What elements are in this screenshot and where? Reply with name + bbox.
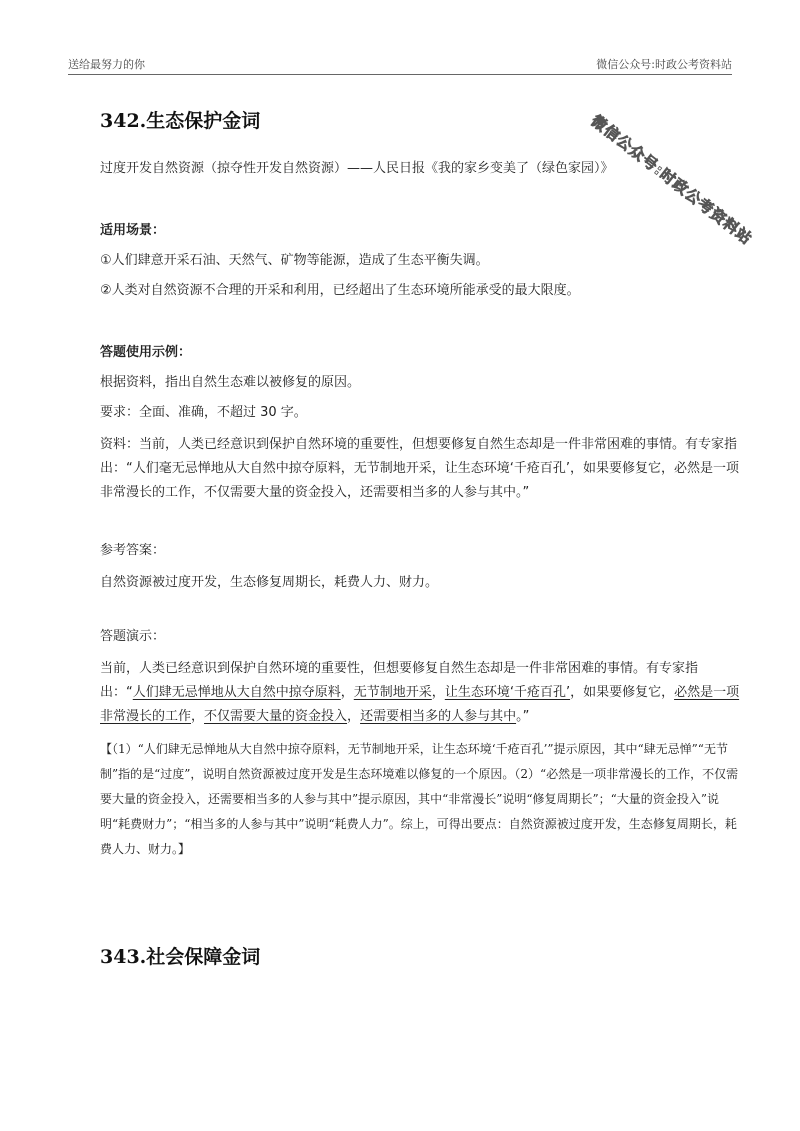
section-title-343: 343.社会保障金词 [100, 946, 261, 968]
demo-underline: 必然是一项非常漫长的工作 [100, 685, 740, 724]
page-header [68, 52, 732, 75]
scene-item-2: ②人类对自然资源不合理的开采和利用，已经超出了生态环境所能承受的最大限度。 [100, 283, 580, 298]
material-text: 资料：当前，人类已经意识到保护自然环境的重要性，但想要修复自然生态却是一件非常困难的事情。有专家指出：“人们毫无忌惮地从大自然中掠夺原料，无节制地开采，让生态环境‘千疮百孔’，如果要修复它，必然是一项非常漫长的工作，不仅需要大量的资金投入，还需要相当多的人参与其中。” [100, 437, 740, 500]
question-text: 根据资料，指出自然生态难以被修复的原因。 [100, 375, 361, 390]
demo-label: 答题演示： [100, 629, 166, 644]
scene-item-1: ①人们肆意开采石油、天然气、矿物等能源，造成了生态平衡失调。 [100, 253, 489, 268]
demo-segment: 当前，人类已经意识到保护自然环境的重要性，但想要修复自然生态却是一件非常困难的事情。有专家指出：“ [100, 661, 699, 700]
watermark: 微信公众号:时政公考资料站 [587, 111, 756, 249]
section-title-342: 342.生态保护金词 [100, 110, 261, 132]
source-line: 过度开发自然资源（掠夺性开发自然资源）——人民日报《我的家乡变美了（绿色家园）》 [100, 161, 614, 176]
document-body [100, 96, 740, 969]
header-right-text: 微信公众号:时政公考资料站 [596, 58, 732, 71]
demo-segment: ， [347, 709, 361, 724]
analysis-text: 【（1）“人们肆无忌惮地从大自然中掠夺原料，无节制地开采，让生态环境‘千疮百孔’”提示原因，其中“肆无忌惮”“无节制”指的是“过度”，说明自然资源被过度开发是生态环境难以修复的一个原因。（2）“必然是一项非常漫长的工作，不仅需要大量的资金投入，还需要相当多的人参与其中”提示原因，其中“非常漫长”说明“修复周期长”；“大量的资金投入”说明“耗费财力”；“相当多的人参与其中”说明“耗费人力”。综上，可得出要点：自然资源被过度开发，生态修复周期长，耗费人力、财力。】 [100, 742, 739, 856]
demo-underline: 不仅需要大量的资金投入 [204, 709, 348, 724]
answer-label: 参考答案： [100, 543, 166, 558]
demo-segment: ， [191, 709, 205, 724]
demo-segment: ，如果要修复它， [570, 685, 675, 700]
demo-underline: 还需要相当多的人参与其中 [360, 709, 517, 724]
demo-underline: 无节制地开采 [353, 685, 432, 700]
demo-segment: ， [431, 685, 445, 700]
demo-segment: 。” [516, 709, 530, 724]
demo-underline: 人们肆无忌惮地从大自然中掠夺原料 [132, 685, 341, 700]
answer-text: 自然资源被过度开发，生态修复周期长，耗费人力、财力。 [100, 575, 439, 590]
requirement-text: 要求：全面、准确，不超过 30 字。 [100, 405, 307, 420]
demo-segment: ， [340, 685, 354, 700]
demo-text [100, 657, 740, 729]
header-left-text: 送给最努力的你 [68, 58, 145, 71]
example-label: 答题使用示例： [100, 345, 192, 360]
demo-underline: 让生态环境‘千疮百孔’ [444, 685, 571, 700]
scene-label: 适用场景： [100, 223, 166, 238]
